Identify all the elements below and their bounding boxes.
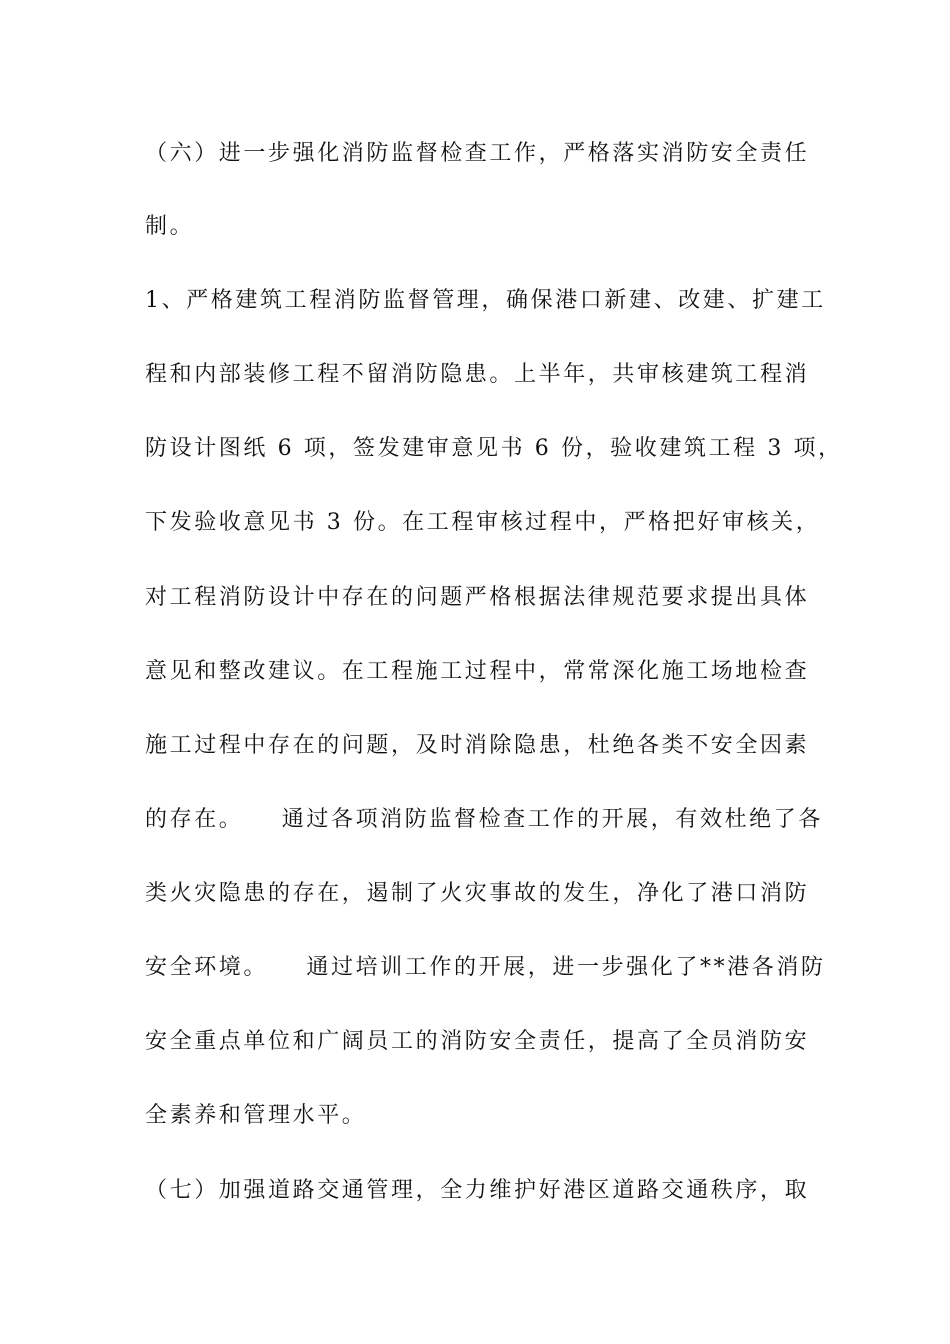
text-line-4: 程和内部装修工程不留消防隐患。上半年，共审核建筑工程消 bbox=[145, 362, 810, 387]
text-line-13: 安全重点单位和广阔员工的消防安全责任，提高了全员消防安 bbox=[145, 1029, 810, 1054]
text-line-5: 防设计图纸 6 项，签发建审意见书 6 份，验收建筑工程 3 项， bbox=[145, 436, 843, 461]
text-line-9: 施工过程中存在的问题，及时消除隐患，杜绝各类不安全因素 bbox=[145, 733, 810, 758]
text-line-10: 的存在。 通过各项消防监督检查工作的开展，有效杜绝了各 bbox=[145, 807, 823, 832]
text-line-15: （七）加强道路交通管理，全力维护好港区道路交通秩序，取 bbox=[145, 1178, 810, 1203]
text-line-7: 对工程消防设计中存在的问题严格根据法律规范要求提出具体 bbox=[145, 585, 810, 610]
text-line-3: 1、严格建筑工程消防监督管理，确保港口新建、改建、扩建工 bbox=[145, 288, 826, 313]
text-line-14: 全素养和管理水平。 bbox=[145, 1103, 367, 1128]
text-line-12: 安全环境。 通过培训工作的开展，进一步强化了**港各消防 bbox=[145, 955, 826, 980]
text-line-11: 类火灾隐患的存在，遏制了火灾事故的发生，净化了港口消防 bbox=[145, 881, 810, 906]
text-line-1: （六）进一步强化消防监督检查工作，严格落实消防安全责任 bbox=[145, 141, 810, 166]
text-line-2: 制。 bbox=[145, 214, 195, 239]
text-line-8: 意见和整改建议。在工程施工过程中，常常深化施工场地检查 bbox=[145, 659, 810, 684]
text-line-6: 下发验收意见书 3 份。在工程审核过程中，严格把好审核关， bbox=[145, 510, 821, 535]
